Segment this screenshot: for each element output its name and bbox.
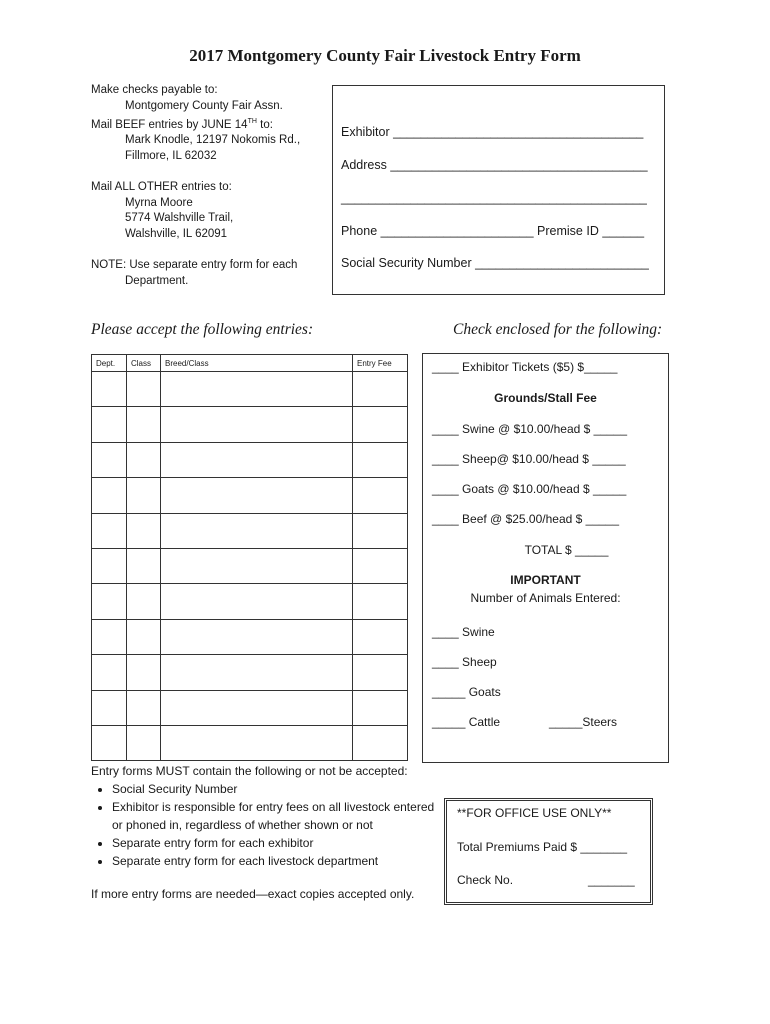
dept-cell[interactable] xyxy=(92,584,127,619)
breed-class-cell[interactable] xyxy=(161,478,353,513)
note-line-1: NOTE: Use separate entry form for each xyxy=(91,259,298,272)
entry-fee-cell[interactable] xyxy=(353,584,408,619)
entry-fee-cell[interactable] xyxy=(353,690,408,725)
class-cell[interactable] xyxy=(127,690,161,725)
table-row xyxy=(92,690,408,725)
other-mail-name: Myrna Moore xyxy=(125,196,193,209)
entry-fee-cell[interactable] xyxy=(353,548,408,583)
table-row xyxy=(92,407,408,442)
dept-cell[interactable] xyxy=(92,442,127,477)
breed-class-cell[interactable] xyxy=(161,407,353,442)
requirement-item: • Social Security Number xyxy=(112,780,446,798)
breed-class-cell[interactable] xyxy=(161,725,353,760)
total-premiums-field[interactable]: Total Premiums Paid $ _______ xyxy=(457,840,628,854)
entry-rows xyxy=(92,372,408,761)
table-row xyxy=(92,548,408,583)
entry-fee-cell[interactable] xyxy=(353,372,408,407)
dept-cell[interactable] xyxy=(92,655,127,690)
requirements-intro: Entry forms MUST contain the following or not be accepted: xyxy=(91,764,408,778)
dept-cell[interactable] xyxy=(92,725,127,760)
form-title: 2017 Montgomery County Fair Livestock Entry Form xyxy=(189,46,581,65)
animals-cattle-line[interactable]: _____ Cattle xyxy=(432,715,501,729)
check-no-field[interactable]: _______ xyxy=(588,873,635,887)
class-cell[interactable] xyxy=(127,655,161,690)
beef-mail-address: Mark Knodle, 12197 Nokomis Rd., xyxy=(125,134,301,147)
dept-cell[interactable] xyxy=(92,407,127,442)
address-line-2-field[interactable]: ____________________________________________ xyxy=(341,191,647,205)
dept-cell[interactable] xyxy=(92,548,127,583)
requirement-item: • Exhibitor is responsible for entry fees on all livestock entered or phoned in, regardless of whether shown or not xyxy=(112,798,446,834)
goats-fee-line[interactable]: ____ Goats @ $10.00/head $ _____ xyxy=(432,482,627,496)
note-line-2: Department. xyxy=(125,274,189,287)
office-use-heading: **FOR OFFICE USE ONLY** xyxy=(457,806,612,820)
breed-class-cell[interactable] xyxy=(161,513,353,548)
other-mail-city: Walshville, IL 62091 xyxy=(125,227,228,240)
table-row xyxy=(92,442,408,477)
class-cell[interactable] xyxy=(127,548,161,583)
breed-class-cell[interactable] xyxy=(161,548,353,583)
check-no-label: Check No. xyxy=(457,873,514,887)
beef-mail-label: Mail BEEF entries by JUNE 14TH to: xyxy=(91,118,273,131)
fee-box xyxy=(422,353,669,763)
address-field[interactable]: Address _____________________________________ xyxy=(341,158,648,172)
col-header-entry-fee: Entry Fee xyxy=(353,355,408,372)
animals-goats-line[interactable]: _____ Goats xyxy=(432,685,501,699)
beef-mail-city: Fillmore, IL 62032 xyxy=(125,149,217,162)
table-row xyxy=(92,372,408,407)
exhibitor-field[interactable]: Exhibitor ____________________________________ xyxy=(341,125,644,139)
total-line[interactable]: TOTAL $ _____ xyxy=(524,543,609,557)
dept-cell[interactable] xyxy=(92,513,127,548)
entry-fee-cell[interactable] xyxy=(353,725,408,760)
requirement-item: • Separate entry form for each livestock department xyxy=(112,852,446,870)
grounds-stall-heading: Grounds/Stall Fee xyxy=(494,391,597,405)
animals-sheep-line[interactable]: ____ Sheep xyxy=(432,655,497,669)
breed-class-cell[interactable] xyxy=(161,690,353,725)
requirements-section xyxy=(91,762,446,903)
table-row xyxy=(92,655,408,690)
important-heading: IMPORTANT xyxy=(510,573,581,587)
table-row xyxy=(92,584,408,619)
breed-class-cell[interactable] xyxy=(161,442,353,477)
exhibitor-tickets-line[interactable]: ____ Exhibitor Tickets ($5) $_____ xyxy=(432,360,618,374)
breed-class-cell[interactable] xyxy=(161,372,353,407)
dept-cell[interactable] xyxy=(92,478,127,513)
copies-note: If more entry forms are needed—exact copies accepted only. xyxy=(91,887,415,901)
table-row xyxy=(92,619,408,654)
swine-fee-line[interactable]: ____ Swine @ $10.00/head $ _____ xyxy=(432,422,628,436)
requirement-item: • Separate entry form for each exhibitor xyxy=(112,834,446,852)
col-header-class: Class xyxy=(127,355,161,372)
entry-fee-cell[interactable] xyxy=(353,619,408,654)
class-cell[interactable] xyxy=(127,442,161,477)
class-cell[interactable] xyxy=(127,584,161,619)
dept-cell[interactable] xyxy=(92,690,127,725)
class-cell[interactable] xyxy=(127,619,161,654)
animals-entered-label: Number of Animals Entered: xyxy=(470,591,621,605)
breed-class-cell[interactable] xyxy=(161,655,353,690)
table-row xyxy=(92,478,408,513)
table-row xyxy=(92,513,408,548)
entries-heading: Please accept the following entries: xyxy=(91,321,314,338)
entry-fee-cell[interactable] xyxy=(353,655,408,690)
class-cell[interactable] xyxy=(127,513,161,548)
other-mail-address: 5774 Walshville Trail, xyxy=(125,212,234,225)
dept-cell[interactable] xyxy=(92,619,127,654)
animals-steers-line[interactable]: _____Steers xyxy=(549,715,618,729)
check-enclosed-heading: Check enclosed for the following: xyxy=(453,321,663,338)
breed-class-cell[interactable] xyxy=(161,619,353,654)
table-row xyxy=(92,725,408,760)
class-cell[interactable] xyxy=(127,478,161,513)
animals-swine-line[interactable]: ____ Swine xyxy=(432,625,495,639)
dept-cell[interactable] xyxy=(92,372,127,407)
checks-label: Make checks payable to: xyxy=(91,84,218,96)
table-header-row xyxy=(92,355,408,372)
entries-table xyxy=(91,354,408,761)
col-header-dept: Dept. xyxy=(92,355,127,372)
mailing-instructions xyxy=(91,83,331,289)
class-cell[interactable] xyxy=(127,725,161,760)
phone-premise-field[interactable]: Phone ______________________ Premise ID ______ xyxy=(341,224,645,238)
sheep-fee-line[interactable]: ____ Sheep@ $10.00/head $ _____ xyxy=(432,452,626,466)
requirements-list xyxy=(91,780,446,870)
other-mail-label: Mail ALL OTHER entries to: xyxy=(91,181,232,194)
class-cell[interactable] xyxy=(127,372,161,407)
class-cell[interactable] xyxy=(127,407,161,442)
entry-fee-cell[interactable] xyxy=(353,442,408,477)
ssn-field[interactable]: Social Security Number _________________________ xyxy=(341,256,649,270)
entry-fee-cell[interactable] xyxy=(353,513,408,548)
beef-fee-line[interactable]: ____ Beef @ $25.00/head $ _____ xyxy=(432,512,620,526)
col-header-breed-class: Breed/Class xyxy=(161,355,353,372)
entry-fee-cell[interactable] xyxy=(353,407,408,442)
checks-payee: Montgomery County Fair Assn. xyxy=(125,99,283,112)
entry-fee-cell[interactable] xyxy=(353,478,408,513)
breed-class-cell[interactable] xyxy=(161,584,353,619)
